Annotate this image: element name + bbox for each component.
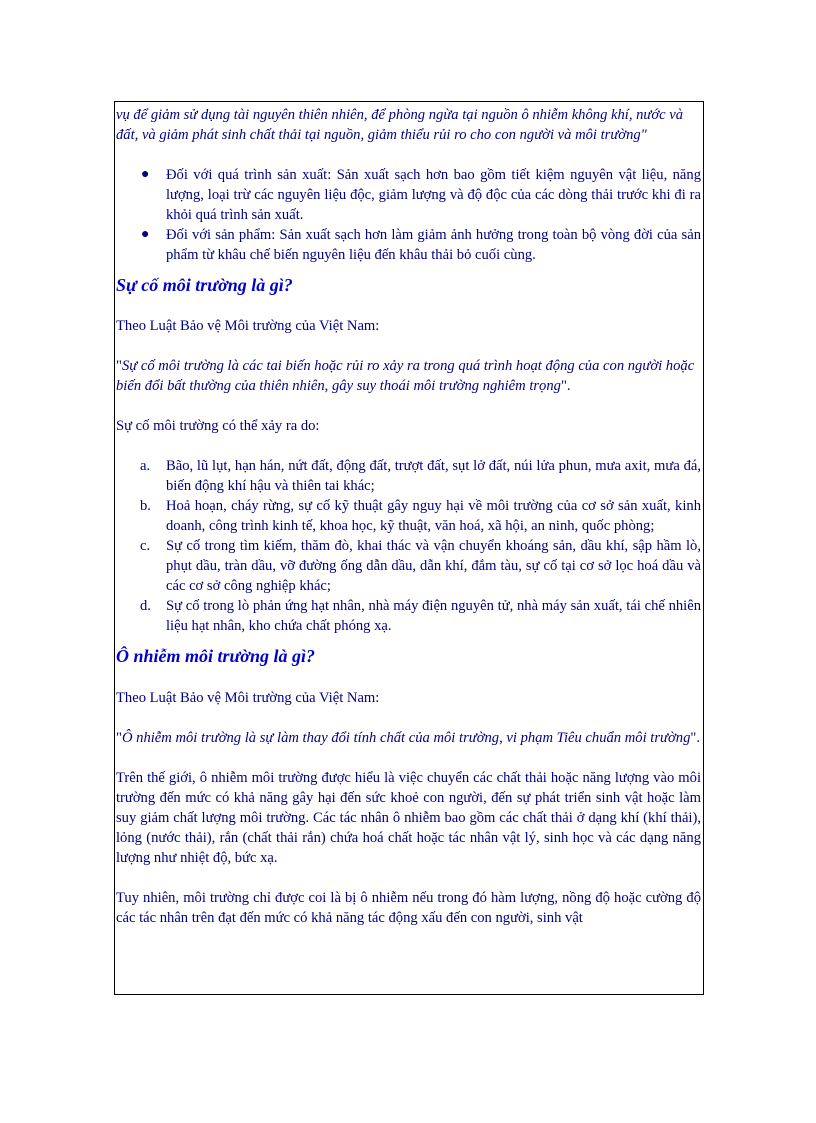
causes-list [116, 456, 701, 636]
law-reference-line: Theo Luật Bảo vệ Môi trường của Việt Nam: [116, 318, 380, 334]
list-item: d. Sự cố trong lò phản ứng hạt nhân, nhà máy điện nguyên tử, nhà máy sản xuất, tái chế nhiên liệu hạt nhân, kho chứa chất phóng xạ. [140, 598, 701, 634]
definition-quote: "Sự cố môi trường là các tai biến hoặc rủi ro xảy ra trong quá trình hoạt động của con người hoặc biến đổi bất thường của thiên nhiên, gây suy thoái môi trường nghiêm trọng". [116, 358, 695, 394]
page-frame [114, 101, 704, 995]
definition-quote: "Ô nhiễm môi trường là sự làm thay đổi tính chất của môi trường, vi phạm Tiêu chuẩn môi trường". [116, 730, 700, 746]
list-item: b. Hoả hoạn, cháy rừng, sự cố kỹ thuật gây nguy hại về môi trường của cơ sở sản xuất, kinh doanh, công trình kinh tế, khoa học, kỹ thuật, văn hoá, xã hội, an ninh, quốc phòng; [140, 498, 701, 534]
paragraph: Trên thế giới, ô nhiễm môi trường được hiểu là việc chuyển các chất thải hoặc năng lượng vào môi trường đến mức có khả năng gây hại đến sức khoẻ con người, đến sự phát triển sinh vật hoặc làm suy giảm chất lượng môi trường. Các tác nhân ô nhiễm bao gồm các chất thải ở dạng khí (khí thải), lỏng (nước thải), rắn (chất thải rắn) chứa hoá chất hoặc tác nhân vật lý, sinh học và các dạng năng lượng như nhiệt độ, bức xạ. [116, 770, 701, 866]
section-heading-environmental-incident: Sự cố môi trường là gì? [116, 274, 293, 295]
list-item: c. Sự cố trong tìm kiếm, thăm đò, khai thác và vận chuyển khoáng sản, dầu khí, sập hầm lò, phụt dầu, tràn dầu, vỡ đường ống dẫn dầu, dẫn khí, đắm tàu, sự cố tại cơ sở lọc hoá dầu và các cơ sở công nghiệp khác; [140, 538, 701, 594]
law-reference-line: Theo Luật Bảo vệ Môi trường của Việt Nam: [116, 690, 380, 706]
causes-intro: Sự cố môi trường có thể xảy ra do: [116, 418, 320, 434]
bullet-icon: ● [141, 227, 150, 242]
list-item: a. Bão, lũ lụt, hạn hán, nứt đất, động đất, trượt đất, sụt lở đất, núi lửa phun, mưa axit, mưa đá, biến động khí hậu và thiên tai khác; [140, 458, 701, 494]
document-body [116, 105, 701, 928]
section-heading-pollution: Ô nhiễm môi trường là gì? [116, 646, 315, 666]
list-item: ● Đối với sản phẩm: Sản xuất sạch hơn làm giảm ảnh hưởng trong toàn bộ vòng đời của sản phẩm từ khâu chế biến nguyên liệu đến khâu thải bỏ cuối cùng. [141, 227, 701, 263]
intro-bullet-list [116, 165, 701, 265]
paragraph: Tuy nhiên, môi trường chỉ được coi là bị ô nhiễm nếu trong đó hàm lượng, nồng độ hoặc cường độ các tác nhân trên đạt đến mức có khả năng tác động xấu đến con người, sinh vật [116, 890, 701, 926]
intro-continuation: vụ để giảm sử dụng tài nguyên thiên nhiên, để phòng ngừa tại nguồn ô nhiễm không khí, nước và đất, và giảm phát sinh chất thải tại nguồn, giảm thiểu rủi ro cho con người và môi trường" [116, 107, 684, 143]
bullet-icon: ● [141, 167, 150, 182]
list-item: ● Đối với quá trình sản xuất: Sản xuất sạch hơn bao gồm tiết kiệm nguyên vật liệu, năng lượng, loại trừ các nguyên liệu độc, giảm lượng và độ độc của các dòng thải trước khi đi ra khỏi quá trình sản xuất. [141, 167, 701, 223]
